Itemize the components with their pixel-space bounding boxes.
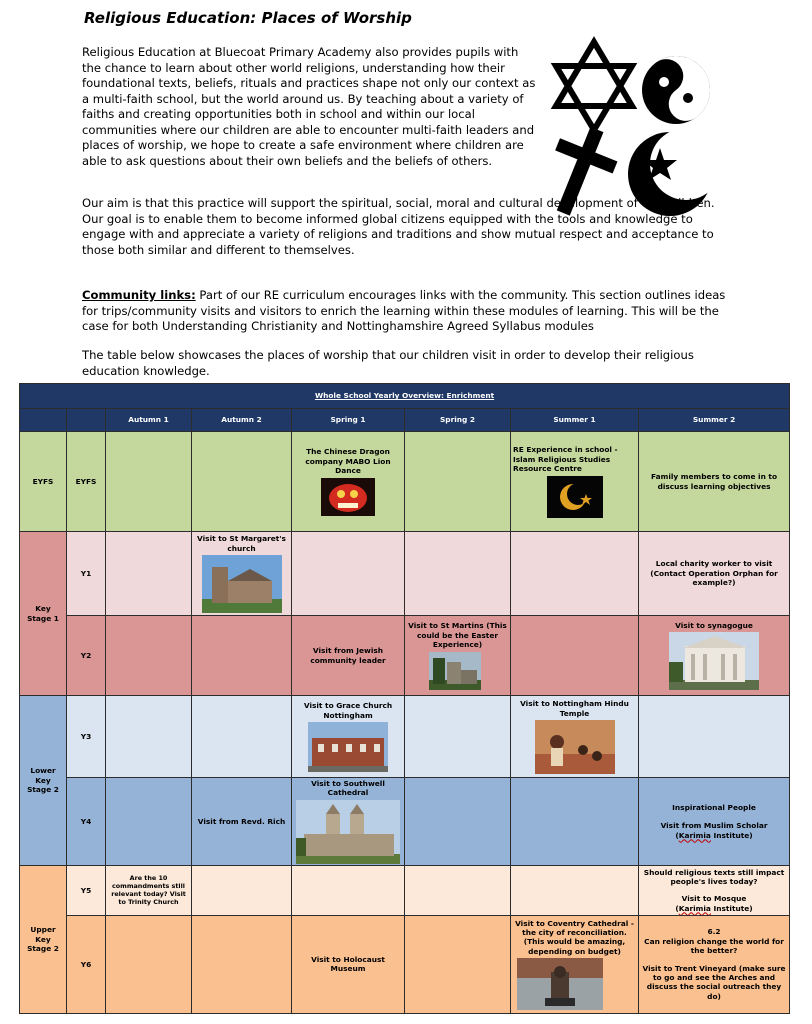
cell-y1-summer2: Local charity worker to visit (Contact Operation Orphan for example?) — [639, 532, 790, 616]
table-row-y4 — [20, 778, 790, 866]
cell-y5-spring1 — [292, 865, 405, 915]
cell-eyfs-spring1 — [292, 432, 405, 532]
year-eyfs: EYFS — [67, 432, 106, 532]
st-martins-caption: Visit to St Martins (This could be the Easter Experience) — [408, 621, 507, 650]
cell-y6-summer2 — [639, 915, 790, 1013]
stage-eyfs: EYFS — [20, 432, 67, 532]
year-y3: Y3 — [67, 696, 106, 778]
header-autumn-2: Autumn 2 — [192, 409, 292, 432]
cell-y2-spring1: Visit from Jewish community leader — [292, 616, 405, 696]
cell-y4-summer2 — [639, 778, 790, 866]
year-y4: Y4 — [67, 778, 106, 866]
visit-mosque-label: Visit to Mosque — [681, 894, 747, 904]
cell-y2-summer2 — [639, 616, 790, 696]
synagogue-photo — [669, 632, 759, 690]
enrichment-table — [19, 383, 790, 1014]
grace-church-photo — [308, 722, 388, 772]
cell-y5-autumn1: Are the 10 commandments still relevant today? Visit to Trinity Church — [106, 865, 192, 915]
cell-y6-spring2 — [405, 915, 511, 1013]
cell-y4-autumn2: Visit from Revd. Rich — [192, 778, 292, 866]
cell-eyfs-summer1 — [511, 432, 639, 532]
table-row-eyfs — [20, 432, 790, 532]
cell-y2-autumn1 — [106, 616, 192, 696]
aim-paragraph: Our aim is that this practice will support the spiritual, social, moral and cultural development of our children. Our goal is to enable them to become informed global citizens equipped with the tools and knowledge to engage with and appreciate a variety of religions and traditions and show mutual respect and acceptance to those both similar and different to themselves. — [82, 196, 715, 257]
table-row-y3 — [20, 696, 790, 778]
cell-eyfs-autumn2 — [192, 432, 292, 532]
cell-y6-autumn1 — [106, 915, 192, 1013]
crescent-star-photo — [547, 476, 603, 518]
year-y5: Y5 — [67, 865, 106, 915]
karimia-institute-label: (Karimia Institute) — [675, 903, 753, 913]
southwell-caption: Visit to Southwell Cathedral — [311, 779, 385, 798]
institute-word: Institute) — [710, 830, 753, 840]
stage-ks1: Key Stage 1 — [20, 532, 67, 696]
cell-y3-summer1 — [511, 696, 639, 778]
cell-y6-spring1: Visit to Holocaust Museum — [292, 915, 405, 1013]
cell-eyfs-autumn1 — [106, 432, 192, 532]
stage-lks2: Lower Key Stage 2 — [20, 696, 67, 866]
table-banner: Whole School Yearly Overview: Enrichment — [20, 384, 790, 409]
st-martins-photo — [429, 652, 481, 690]
cell-y1-spring2 — [405, 532, 511, 616]
hindu-temple-photo — [535, 720, 615, 774]
cell-eyfs-summer2: Family members to come in to discuss learning objectives — [639, 432, 790, 532]
trent-vineyard-label: Visit to Trent Vineyard (make sure to go and see the Arches and discuss the social outreach they do) — [642, 963, 786, 1001]
karimia-institute-label: (Karimia Institute) — [675, 830, 753, 840]
coventry-caption: Visit to Coventry Cathedral - the city of reconciliation. (This would be amazing, depending on budget) — [515, 918, 634, 956]
st-margarets-photo — [202, 555, 282, 613]
inspirational-people-label: Inspirational People — [672, 802, 756, 812]
cell-y1-summer1 — [511, 532, 639, 616]
header-spring-1: Spring 1 — [292, 409, 405, 432]
table-row-y5 — [20, 865, 790, 915]
religious-texts-question: Should religious texts still impact people's lives today? — [643, 867, 785, 886]
grace-church-caption: Visit to Grace Church Nottingham — [303, 701, 393, 720]
year-y6: Y6 — [67, 915, 106, 1013]
cell-y1-autumn2 — [192, 532, 292, 616]
header-summer-2: Summer 2 — [639, 409, 790, 432]
header-spring-2: Spring 2 — [405, 409, 511, 432]
cell-y3-spring2 — [405, 696, 511, 778]
cell-y3-spring1 — [292, 696, 405, 778]
religion-change-question: Can religion change the world for the better? — [644, 936, 784, 956]
header-blank — [20, 409, 67, 432]
table-row-y1 — [20, 532, 790, 616]
cell-y5-autumn2 — [192, 865, 292, 915]
community-paragraph — [82, 288, 737, 335]
cell-y2-summer1 — [511, 616, 639, 696]
religious-symbols-image — [544, 36, 714, 221]
table-header-row — [20, 409, 790, 432]
lion-dance-caption: The Chinese Dragon company MABO Lion Dance — [305, 447, 391, 476]
cell-eyfs-spring2 — [405, 432, 511, 532]
table-intro-paragraph: The table below showcases the places of worship that our children visit in order to develop their religious education knowledge. — [82, 348, 694, 378]
islam-centre-caption: RE Experience in school - Islam Religious Studies Resource Centre — [513, 445, 618, 474]
table-row-y6 — [20, 915, 790, 1013]
year-y2: Y2 — [67, 616, 106, 696]
karimia-word: Karimia — [678, 903, 711, 913]
cell-y4-spring2 — [405, 778, 511, 866]
cell-y2-spring2 — [405, 616, 511, 696]
cell-y5-summer1 — [511, 865, 639, 915]
cell-y4-summer1 — [511, 778, 639, 866]
hindu-temple-caption: Visit to Nottingham Hindu Temple — [520, 699, 629, 718]
community-text: Part of our RE curriculum encourages links with the community. This section outlines ideas for trips/community visits and visitors to enrich the learning within these modules of learning. This will be the case for both Understanding Christianity and Nottinghamshire Agreed Syllabus modules — [82, 288, 726, 333]
cell-y6-summer1 — [511, 915, 639, 1013]
yin-yang-icon — [642, 43, 714, 128]
muslim-scholar-label: Visit from Muslim Scholar — [660, 821, 768, 831]
cell-y1-spring1 — [292, 532, 405, 616]
cell-y3-autumn1 — [106, 696, 192, 778]
community-label: Community links: — [82, 288, 196, 302]
table-row-y2 — [20, 616, 790, 696]
cell-y6-autumn2 — [192, 915, 292, 1013]
cell-y1-autumn1 — [106, 532, 192, 616]
cell-y5-spring2 — [405, 865, 511, 915]
cell-y5-summer2 — [639, 865, 790, 915]
intro-paragraph: Religious Education at Bluecoat Primary Academy also provides pupils with the chance to learn about other world religions, understanding how their foundational texts, beliefs, rituals and practices shape not only our context as a multi-faith school, but the world around us. By teaching about a variety of faiths and creating opportunities both in school and within our local communities where our children are able to encounter multi-faith leaders and places of worship, we hope to create a safe environment where children are able to ask questions about their own beliefs and the beliefs of others. — [82, 45, 536, 168]
synagogue-caption: Visit to synagogue — [675, 620, 753, 630]
st-margarets-caption: Visit to St Margaret's church — [197, 534, 286, 553]
header-summer-1: Summer 1 — [511, 409, 639, 432]
cell-y3-autumn2 — [192, 696, 292, 778]
karimia-word: Karimia — [678, 830, 711, 840]
page-title: Religious Education: Places of Worship — [84, 9, 412, 27]
institute-word: Institute) — [710, 903, 753, 913]
cell-y4-autumn1 — [106, 778, 192, 866]
stage-uks2: Upper Key Stage 2 — [20, 865, 67, 1013]
cell-y3-summer2 — [639, 696, 790, 778]
header-blank — [67, 409, 106, 432]
unit-number: 6.2 — [707, 927, 721, 937]
cell-y2-autumn2 — [192, 616, 292, 696]
coventry-cathedral-photo — [517, 958, 603, 1010]
star-of-david-icon — [556, 42, 632, 130]
year-y1: Y1 — [67, 532, 106, 616]
southwell-cathedral-photo — [296, 800, 400, 864]
cell-y4-spring1 — [292, 778, 405, 866]
header-autumn-1: Autumn 1 — [106, 409, 192, 432]
lion-dance-photo — [321, 478, 375, 516]
